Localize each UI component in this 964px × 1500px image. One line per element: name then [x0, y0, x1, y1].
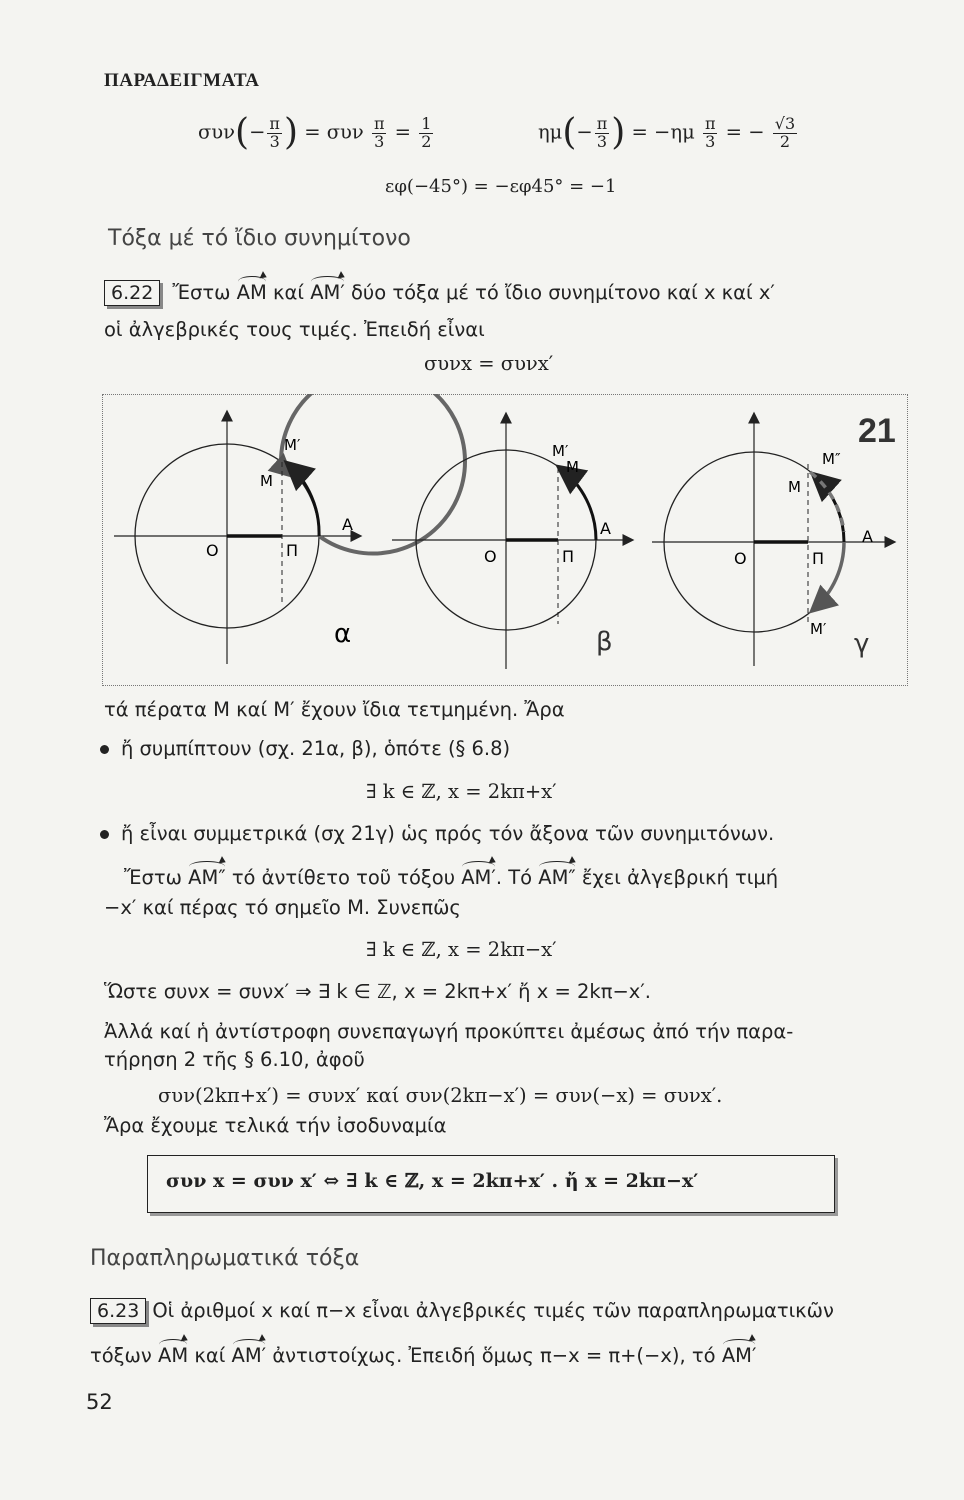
page-header: ΠΑΡΑΔΕΙΓΜΑΤΑ	[104, 70, 260, 91]
text-converse-2: τήρηση 2 τῆς § 6.10, ἀφοῦ	[104, 1048, 365, 1071]
cos-prefix: συν	[198, 120, 236, 144]
text-minus-x: −x′ καί πέρας τό σημεῖο M. Συνεπῶς	[104, 896, 461, 919]
figure-21-diagrams	[102, 394, 906, 684]
frac-den: 3	[705, 131, 716, 151]
paren-right: )	[611, 112, 626, 153]
text-converse-1: Ἀλλά καί ἡ ἀντίστροφη συνεπαγωγή προκύπτει ἀμέσως ἀπό τήν παρα-	[104, 1020, 794, 1043]
diagram-gamma	[652, 414, 894, 666]
text-opposite: τό ἀντίθετο τοῦ τόξου	[231, 866, 456, 889]
frac-num: π	[704, 113, 716, 133]
paragraph-623-line1	[90, 1298, 834, 1324]
label-A: A	[342, 515, 353, 534]
section-title-supplementary: Παραπληρωματικά τόξα	[90, 1246, 360, 1271]
equation-cos-periodic: συν(2kπ+x′) = συνx′ καί συν(2kπ−x′) = συν(−x) = συνx′.	[158, 1084, 723, 1107]
arc-gray-arrow	[278, 464, 289, 474]
bullet-text: ἤ εἶναι συμμετρικά (σχ 21γ) ὡς πρός τόν ἄξονα τῶν συνημιτόνων.	[121, 822, 775, 845]
fraction-pi-3-b	[372, 113, 387, 151]
text-since: ἀντιστοίχως. Ἐπειδή ὅμως π−x = π+(−x), τό	[272, 1344, 716, 1367]
frac-num: π	[269, 113, 280, 133]
cos-mid: = συν	[304, 120, 364, 144]
paragraph-number-622: 6.22	[104, 280, 160, 306]
frac-den: 2	[421, 131, 432, 151]
text-and: καί	[273, 281, 304, 304]
caption-gamma: γ	[854, 629, 870, 659]
paren-left: (	[562, 112, 577, 153]
arc-black	[288, 464, 319, 536]
example-sin	[538, 112, 799, 153]
arc-AM-prime: AM′	[461, 866, 496, 889]
bullet-dot	[100, 745, 109, 754]
text-thus: Ὥστε συνx = συνx′ ⇒ ∃ k ∈ ℤ, x = 2kπ+x′ ἤ x = 2kπ−x′.	[104, 980, 651, 1003]
arc-dashed	[810, 472, 844, 532]
frac-num: π	[596, 113, 608, 133]
label-M: M	[566, 458, 579, 476]
equals-minus: = −	[725, 120, 765, 144]
text-algebraic-value: ἔχει ἀλγεβρική τιμή	[581, 866, 779, 889]
text-numbers: Οἱ ἀριθμοί x καί π−x εἶναι ἀλγεβρικές τιμές τῶν παραπληρωματικῶν	[152, 1299, 834, 1322]
arc-AM-prime-2: AM′	[721, 1344, 757, 1367]
arc-AM-prime: AM′	[310, 281, 345, 304]
label-M-prime: M′	[552, 442, 569, 460]
label-M-prime: M′	[284, 436, 301, 454]
arc-AM-double-prime: AM″	[188, 866, 226, 889]
frac-den: 2	[779, 131, 791, 151]
arc-black	[560, 468, 596, 540]
fraction-pi-3	[595, 113, 610, 151]
paragraph-622-line1	[104, 280, 775, 306]
caption-beta: β	[596, 627, 613, 657]
minus-sign: −	[576, 120, 593, 144]
fraction-pi-3	[267, 113, 282, 151]
fraction-pi-3-b	[703, 113, 718, 151]
text-therefore: Ἄρα ἔχουμε τελικά τήν ἰσοδυναμία	[104, 1114, 447, 1137]
arc-gray	[281, 394, 465, 554]
text-arcs: τόξων	[90, 1344, 152, 1367]
text-and: καί	[194, 1344, 226, 1367]
frac-den: 3	[596, 131, 608, 151]
text-the: . Τό	[495, 866, 533, 889]
label-O: O	[484, 547, 497, 566]
result-box	[147, 1155, 835, 1213]
arc-AM: AM	[157, 1344, 189, 1367]
frac-den: 3	[374, 131, 385, 151]
label-M: M	[788, 478, 801, 496]
equation-k-minus: ∃ k ∈ ℤ, x = 2kπ−x′	[366, 938, 557, 961]
frac-num: √3	[774, 113, 796, 133]
text-let-opposite	[124, 866, 778, 889]
figure-number: 21	[858, 412, 896, 450]
label-P: Π	[286, 541, 299, 560]
label-M-prime: M′	[810, 620, 827, 638]
paren-left: (	[235, 112, 250, 153]
minus-sign: −	[249, 120, 266, 144]
label-P: Π	[562, 547, 575, 566]
text-let: Ἔστω	[124, 866, 182, 889]
equals-sign: =	[394, 120, 412, 144]
paragraph-number-623: 6.23	[90, 1298, 146, 1324]
frac-den: 3	[269, 131, 280, 151]
text-let: Ἔστω	[172, 281, 231, 304]
sin-prefix: ημ	[538, 120, 563, 144]
example-cos	[198, 112, 435, 153]
example-tan: εφ(−45°) = −εφ45° = −1	[385, 176, 617, 197]
equation-k-plus: ∃ k ∈ ℤ, x = 2kπ+x′	[366, 780, 557, 803]
label-M-double-prime: M″	[822, 450, 841, 468]
paragraph-623-line2	[90, 1344, 756, 1367]
arc-AM-prime: AM′	[231, 1344, 267, 1367]
label-M: M	[260, 472, 273, 490]
sin-mid: = −ημ	[631, 120, 695, 144]
label-P: Π	[812, 549, 825, 568]
diagram-beta	[392, 414, 632, 669]
frac-num: 1	[421, 113, 432, 133]
text-two-arcs: δύο τόξα μέ τό ἴδιο συνημίτονο καί x καί x′	[351, 281, 775, 304]
paragraph-622-line2: οἱ ἀλγεβρικές τους τιμές. Ἐπειδή εἶναι	[104, 318, 485, 341]
result-equivalence: συν x = συν x′ ⇔ ∃ k ∈ ℤ, x = 2kπ+x′ . ἤ x = 2kπ−x′	[166, 1170, 699, 1192]
label-A: A	[600, 519, 611, 538]
equation-cos-equal: συνx = συνx′	[424, 352, 554, 375]
label-O: O	[206, 541, 219, 560]
label-O: O	[734, 549, 747, 568]
bullet-symmetric	[100, 822, 774, 845]
diagram-alpha	[114, 394, 465, 664]
page-number: 52	[86, 1390, 113, 1414]
bullet-text: ἤ συμπίπτουν (σχ. 21α, β), ὁπότε (§ 6.8)	[121, 737, 511, 760]
text-endpoints: τά πέρατα M καί M′ ἔχουν ἴδια τετμημένη. Ἄρα	[104, 698, 565, 721]
section-title-same-cosine: Τόξα μέ τό ἴδιο συνημίτονο	[108, 226, 411, 251]
frac-num: π	[373, 113, 385, 133]
fraction-1-2	[419, 113, 433, 151]
caption-alpha: α	[334, 619, 352, 649]
paren-right: )	[283, 112, 298, 153]
fraction-sqrt3-2	[773, 113, 797, 151]
arc-AM: AM	[236, 281, 267, 304]
arc-AM-double-prime-2: AM″	[538, 866, 576, 889]
bullet-dot	[100, 830, 109, 839]
bullet-coincide	[100, 737, 510, 760]
label-A: A	[862, 527, 873, 546]
